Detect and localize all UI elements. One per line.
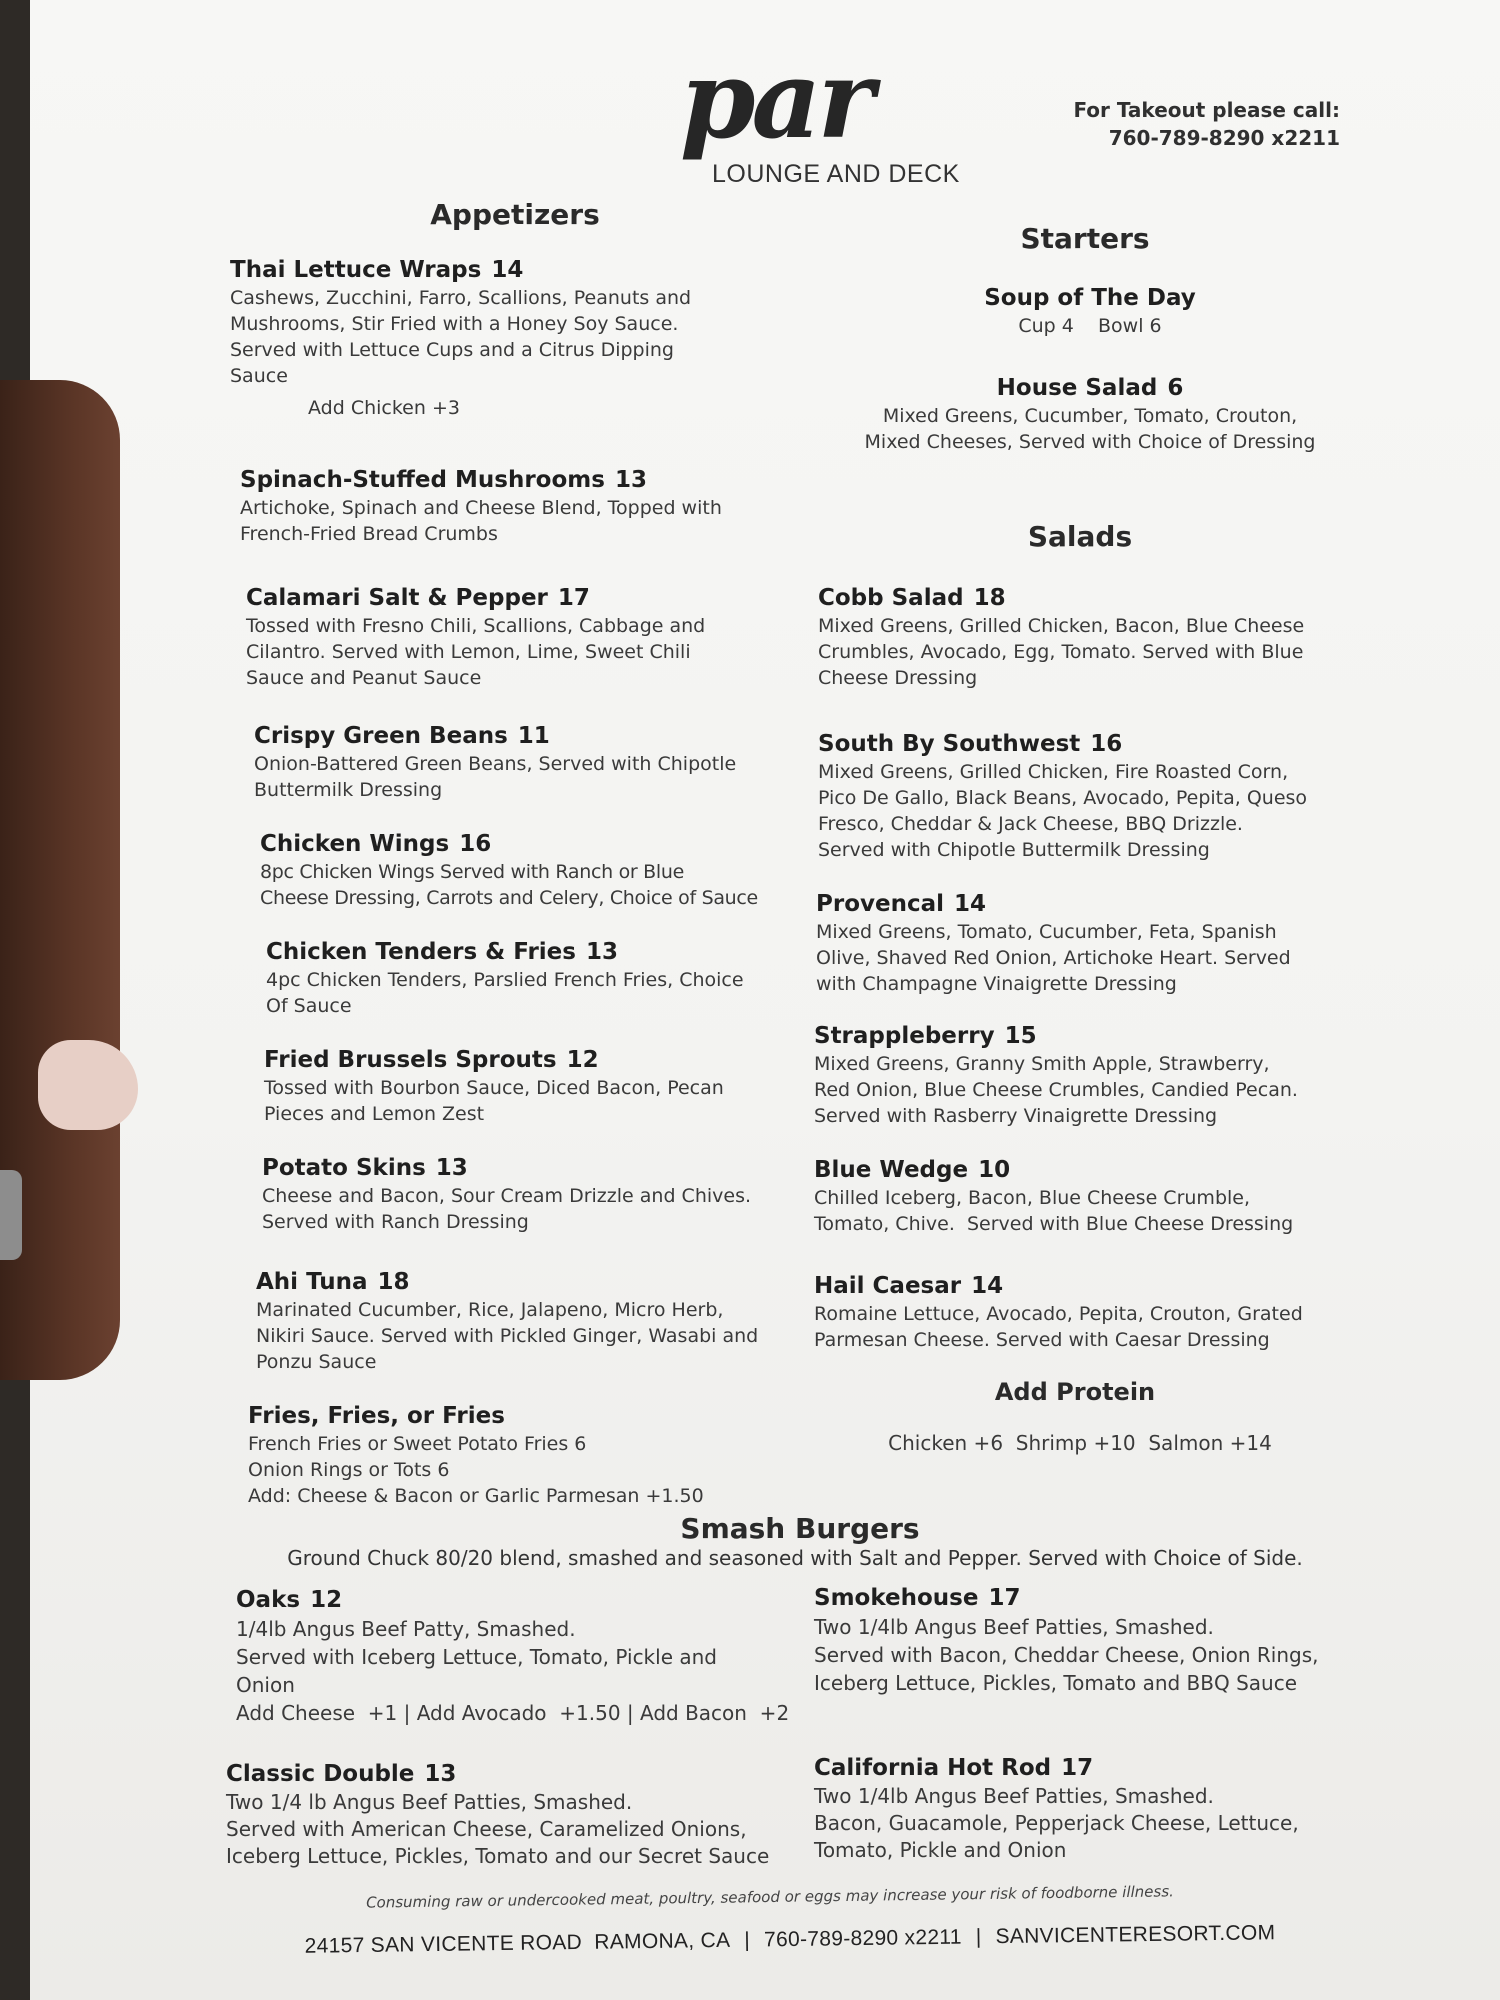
item-desc-line: Of Sauce: [266, 995, 352, 1017]
brand-logo: [680, 37, 970, 200]
menu-item: [264, 1046, 814, 1127]
item-desc-line: Served with Bacon, Cheddar Cheese, Onion Rings,: [814, 1643, 1319, 1667]
add-protein-heading: Add Protein: [994, 1378, 1156, 1406]
item-desc-line: Cheese Dressing, Carrots and Celery, Choice of Sauce: [260, 887, 758, 909]
menu-item: [816, 890, 1376, 997]
item-name: Strappleberry: [814, 1023, 995, 1049]
item-price: 18: [377, 1269, 410, 1295]
item-desc-line: Nikiri Sauce. Served with Pickled Ginger, Wasabi and: [256, 1325, 759, 1347]
item-addon: Add Chicken +3: [308, 397, 460, 419]
item-desc-line: Onion-Battered Green Beans, Served with Chipotle: [254, 753, 737, 775]
item-price: 16: [1090, 731, 1123, 757]
item-name: Ahi Tuna: [256, 1269, 368, 1295]
item-name: South By Southwest: [818, 731, 1081, 757]
item-desc-line: Served with Iceberg Lettuce, Tomato, Pickle and: [236, 1645, 717, 1669]
item-price: 14: [971, 1273, 1004, 1299]
item-name: Cobb Salad: [818, 585, 964, 611]
item-desc-line: Olive, Shaved Red Onion, Artichoke Heart. Served: [816, 947, 1291, 969]
item-desc-line: Pieces and Lemon Zest: [264, 1103, 485, 1125]
item-name: California Hot Rod: [814, 1755, 1052, 1781]
item-price: 13: [435, 1155, 468, 1181]
item-desc-line: Tomato, Pickle and Onion: [814, 1838, 1067, 1862]
menu-item: [256, 1268, 806, 1375]
item-name: Provencal: [816, 891, 945, 917]
menu-item: [248, 1402, 798, 1509]
item-price: 17: [557, 585, 590, 611]
add-protein-list: Chicken +6 Shrimp +10 Salmon +14: [888, 1431, 1272, 1455]
item-price: 16: [459, 831, 492, 857]
item-desc-line: Mushrooms, Stir Fried with a Honey Soy Sauce.: [230, 313, 679, 335]
item-desc-line: Add: Cheese & Bacon or Garlic Parmesan +1.50: [248, 1485, 704, 1507]
menu-item: [254, 722, 804, 803]
item-price: 12: [566, 1047, 599, 1073]
item-desc-line: Romaine Lettuce, Avocado, Pepita, Crouton, Grated: [814, 1303, 1303, 1325]
item-desc-line: Onion Rings or Tots 6: [248, 1459, 450, 1481]
item-name: Spinach-Stuffed Mushrooms: [240, 467, 605, 493]
menu-item: [810, 284, 1370, 339]
menu-item: [814, 1584, 1374, 1697]
item-name: Blue Wedge: [814, 1157, 969, 1183]
item-desc-line: Marinated Cucumber, Rice, Jalapeno, Micro Herb,: [256, 1299, 724, 1321]
item-desc-line: Mixed Greens, Cucumber, Tomato, Crouton,: [882, 405, 1298, 427]
item-price: 15: [1004, 1023, 1037, 1049]
item-desc-line: Chilled Iceberg, Bacon, Blue Cheese Crumble,: [814, 1187, 1251, 1209]
item-price: 12: [310, 1587, 343, 1613]
item-desc-line: Iceberg Lettuce, Pickles, Tomato and our Secret Sauce: [226, 1844, 770, 1868]
item-desc-line: Tomato, Chive. Served with Blue Cheese Dressing: [814, 1213, 1294, 1235]
appetizers-heading: Appetizers: [430, 198, 600, 231]
item-desc-line: Sauce: [230, 365, 288, 387]
item-name: Smokehouse: [814, 1585, 979, 1611]
food-safety-disclaimer: Consuming raw or undercooked meat, poultry, seafood or eggs may increase your risk of foodborne illness.: [366, 1882, 1174, 1912]
item-name: Potato Skins: [262, 1155, 426, 1181]
item-price: 11: [517, 723, 550, 749]
item-desc-line: Fresco, Cheddar & Jack Cheese, BBQ Drizzle.: [818, 813, 1243, 835]
item-name: Oaks: [236, 1587, 301, 1613]
item-desc-line: Cheese and Bacon, Sour Cream Drizzle and Chives.: [262, 1185, 752, 1207]
item-desc-line: Mixed Greens, Grilled Chicken, Fire Roasted Corn,: [818, 761, 1289, 783]
item-desc-line: Mixed Greens, Granny Smith Apple, Strawberry,: [814, 1053, 1270, 1075]
item-desc-line: Pico De Gallo, Black Beans, Avocado, Pepita, Queso: [818, 787, 1308, 809]
menu-item: [818, 730, 1378, 863]
footer-address: 24157 SAN VICENTE ROAD RAMONA, CA: [304, 1928, 731, 1958]
item-desc-line: Cup 4 Bowl 6: [1018, 315, 1162, 337]
menu-item: [814, 1022, 1374, 1129]
menu-item: [266, 938, 816, 1019]
menu-item: [226, 1760, 806, 1870]
takeout-phone: 760-789-8290 x2211: [1108, 126, 1340, 150]
item-name: Classic Double: [226, 1761, 415, 1787]
item-price: 17: [1061, 1755, 1094, 1781]
menu-item: [818, 584, 1378, 691]
item-price: 10: [978, 1157, 1011, 1183]
thumb-nail: [38, 1040, 138, 1130]
item-price: 13: [585, 939, 618, 965]
item-name: Fried Brussels Sprouts: [264, 1047, 557, 1073]
menu-item: [240, 466, 790, 547]
item-desc-line: Ponzu Sauce: [256, 1351, 377, 1373]
menu-item: [246, 584, 796, 691]
item-desc-line: Add Cheese +1 | Add Avocado +1.50 | Add Bacon +2: [236, 1701, 790, 1725]
item-name: Calamari Salt & Pepper: [246, 585, 548, 611]
item-desc-line: Artichoke, Spinach and Cheese Blend, Topped with: [240, 497, 722, 519]
item-desc-line: Mixed Greens, Grilled Chicken, Bacon, Blue Cheese: [818, 615, 1305, 637]
item-price: 13: [424, 1761, 457, 1787]
menu-item: [262, 1154, 812, 1235]
item-price: 17: [988, 1585, 1021, 1611]
footer-website: SANVICENTERESORT.COM: [995, 1921, 1276, 1949]
takeout-info: [1060, 96, 1340, 152]
item-desc-line: Cilantro. Served with Lemon, Lime, Sweet Chili: [246, 641, 691, 663]
takeout-label: For Takeout please call:: [1073, 98, 1340, 122]
item-desc-line: Two 1/4 lb Angus Beef Patties, Smashed.: [226, 1790, 633, 1814]
menu-item: [814, 1754, 1374, 1864]
item-desc-line: 4pc Chicken Tenders, Parslied French Fries, Choice: [266, 969, 744, 991]
item-desc-line: French-Fried Bread Crumbs: [240, 523, 498, 545]
item-desc-line: Sauce and Peanut Sauce: [246, 667, 482, 689]
smash-burgers-subtitle: Ground Chuck 80/20 blend, smashed and seasoned with Salt and Pepper. Served with Choice of Side.: [287, 1546, 1303, 1570]
item-name: Fries, Fries, or Fries: [248, 1403, 505, 1429]
item-name: Hail Caesar: [814, 1273, 962, 1299]
item-name: Thai Lettuce Wraps: [230, 257, 482, 283]
menu-item: [236, 1586, 796, 1727]
brand-name: par: [680, 37, 871, 163]
menu-item: [814, 1272, 1374, 1353]
item-desc-line: Tossed with Bourbon Sauce, Diced Bacon, Pecan: [264, 1077, 724, 1099]
item-desc-line: 1/4lb Angus Beef Patty, Smashed.: [236, 1617, 576, 1641]
item-name: Crispy Green Beans: [254, 723, 508, 749]
item-desc-line: Cheese Dressing: [818, 667, 978, 689]
item-name: Chicken Tenders & Fries: [266, 939, 576, 965]
item-desc-line: Iceberg Lettuce, Pickles, Tomato and BBQ Sauce: [814, 1671, 1298, 1695]
item-desc-line: Tossed with Fresno Chili, Scallions, Cabbage and: [246, 615, 706, 637]
item-desc-line: Buttermilk Dressing: [254, 779, 443, 801]
item-desc-line: Red Onion, Blue Cheese Crumbles, Candied Pecan.: [814, 1079, 1298, 1101]
item-desc-line: 8pc Chicken Wings Served with Ranch or Blue: [260, 861, 685, 883]
item-desc-line: Onion: [236, 1673, 295, 1697]
item-desc-line: Two 1/4lb Angus Beef Patties, Smashed.: [814, 1784, 1214, 1808]
brand-tagline: LOUNGE AND DECK: [712, 160, 960, 188]
item-desc-line: Parmesan Cheese. Served with Caesar Dressing: [814, 1329, 1270, 1351]
item-price: 14: [491, 257, 524, 283]
item-desc-line: Cashews, Zucchini, Farro, Scallions, Peanuts and: [230, 287, 692, 309]
starters-heading: Starters: [1020, 222, 1150, 255]
item-price: 6: [1167, 375, 1184, 401]
smash-burgers-heading: Smash Burgers: [680, 1512, 920, 1545]
salads-heading: Salads: [1027, 520, 1133, 553]
footer-phone: 760-789-8290 x2211: [763, 1925, 962, 1952]
item-name: Soup of The Day: [984, 285, 1196, 311]
item-desc-line: Crumbles, Avocado, Egg, Tomato. Served with Blue: [818, 641, 1304, 663]
item-desc-line: Mixed Cheeses, Served with Choice of Dressing: [864, 431, 1316, 453]
footer: 24157 SAN VICENTE ROAD RAMONA, CA | 760-789-8290 x2211 | SANVICENTERESORT.COM: [304, 1921, 1276, 1958]
menu-item: [814, 1156, 1374, 1237]
item-price: 18: [973, 585, 1006, 611]
ring: [0, 1170, 22, 1260]
item-desc-line: Mixed Greens, Tomato, Cucumber, Feta, Spanish: [816, 921, 1277, 943]
item-desc-line: Served with Chipotle Buttermilk Dressing: [818, 839, 1210, 861]
item-price: 14: [954, 891, 987, 917]
menu-item: [260, 830, 810, 911]
item-name: House Salad: [996, 375, 1158, 401]
item-desc-line: with Champagne Vinaigrette Dressing: [816, 973, 1177, 995]
item-desc-line: Served with American Cheese, Caramelized Onions,: [226, 1817, 747, 1841]
item-desc-line: Served with Lettuce Cups and a Citrus Dipping: [230, 339, 674, 361]
item-desc-line: Two 1/4lb Angus Beef Patties, Smashed.: [814, 1615, 1214, 1639]
item-desc-line: Served with Rasberry Vinaigrette Dressing: [814, 1105, 1218, 1127]
menu-item: [800, 374, 1380, 455]
menu-item: [230, 256, 780, 421]
item-name: Chicken Wings: [260, 831, 450, 857]
item-desc-line: Served with Ranch Dressing: [262, 1211, 529, 1233]
item-price: 13: [614, 467, 647, 493]
item-desc-line: Bacon, Guacamole, Pepperjack Cheese, Lettuce,: [814, 1811, 1299, 1835]
item-desc-line: French Fries or Sweet Potato Fries 6: [248, 1433, 587, 1455]
